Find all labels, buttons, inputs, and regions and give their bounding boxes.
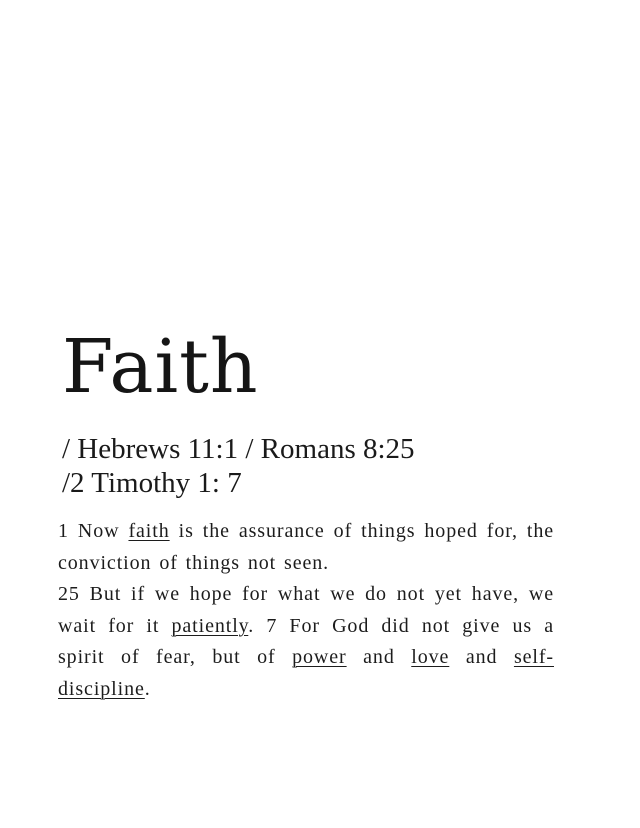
passage-text: 25 But if we hope for what we do not yet have, we wait for it: [58, 583, 554, 637]
passage-text: and: [346, 646, 412, 668]
underlined-word-love: love: [411, 646, 450, 668]
underlined-word-self-discipline: self-discipline: [58, 646, 554, 700]
underlined-word-faith: faith: [128, 520, 170, 542]
underlined-word-power: power: [292, 646, 347, 668]
passage-text: and: [449, 646, 514, 668]
page-title: Faith: [62, 324, 259, 410]
passage-text: . 7 For God did not give us a spirit of fear, but of: [58, 614, 554, 668]
scripture-passage: [58, 516, 554, 705]
scripture-references: [62, 432, 415, 500]
reference-line-2: /2 Timothy 1: 7: [62, 467, 242, 499]
passage-text: .: [144, 677, 151, 700]
reference-line-1: / Hebrews 11:1 / Romans 8:25: [62, 433, 415, 465]
passage-text: 1 Now: [58, 520, 129, 542]
passage-text: is the assurance of things hoped for, the conviction of things not seen.: [58, 520, 554, 574]
underlined-word-patiently: patiently: [171, 614, 249, 637]
